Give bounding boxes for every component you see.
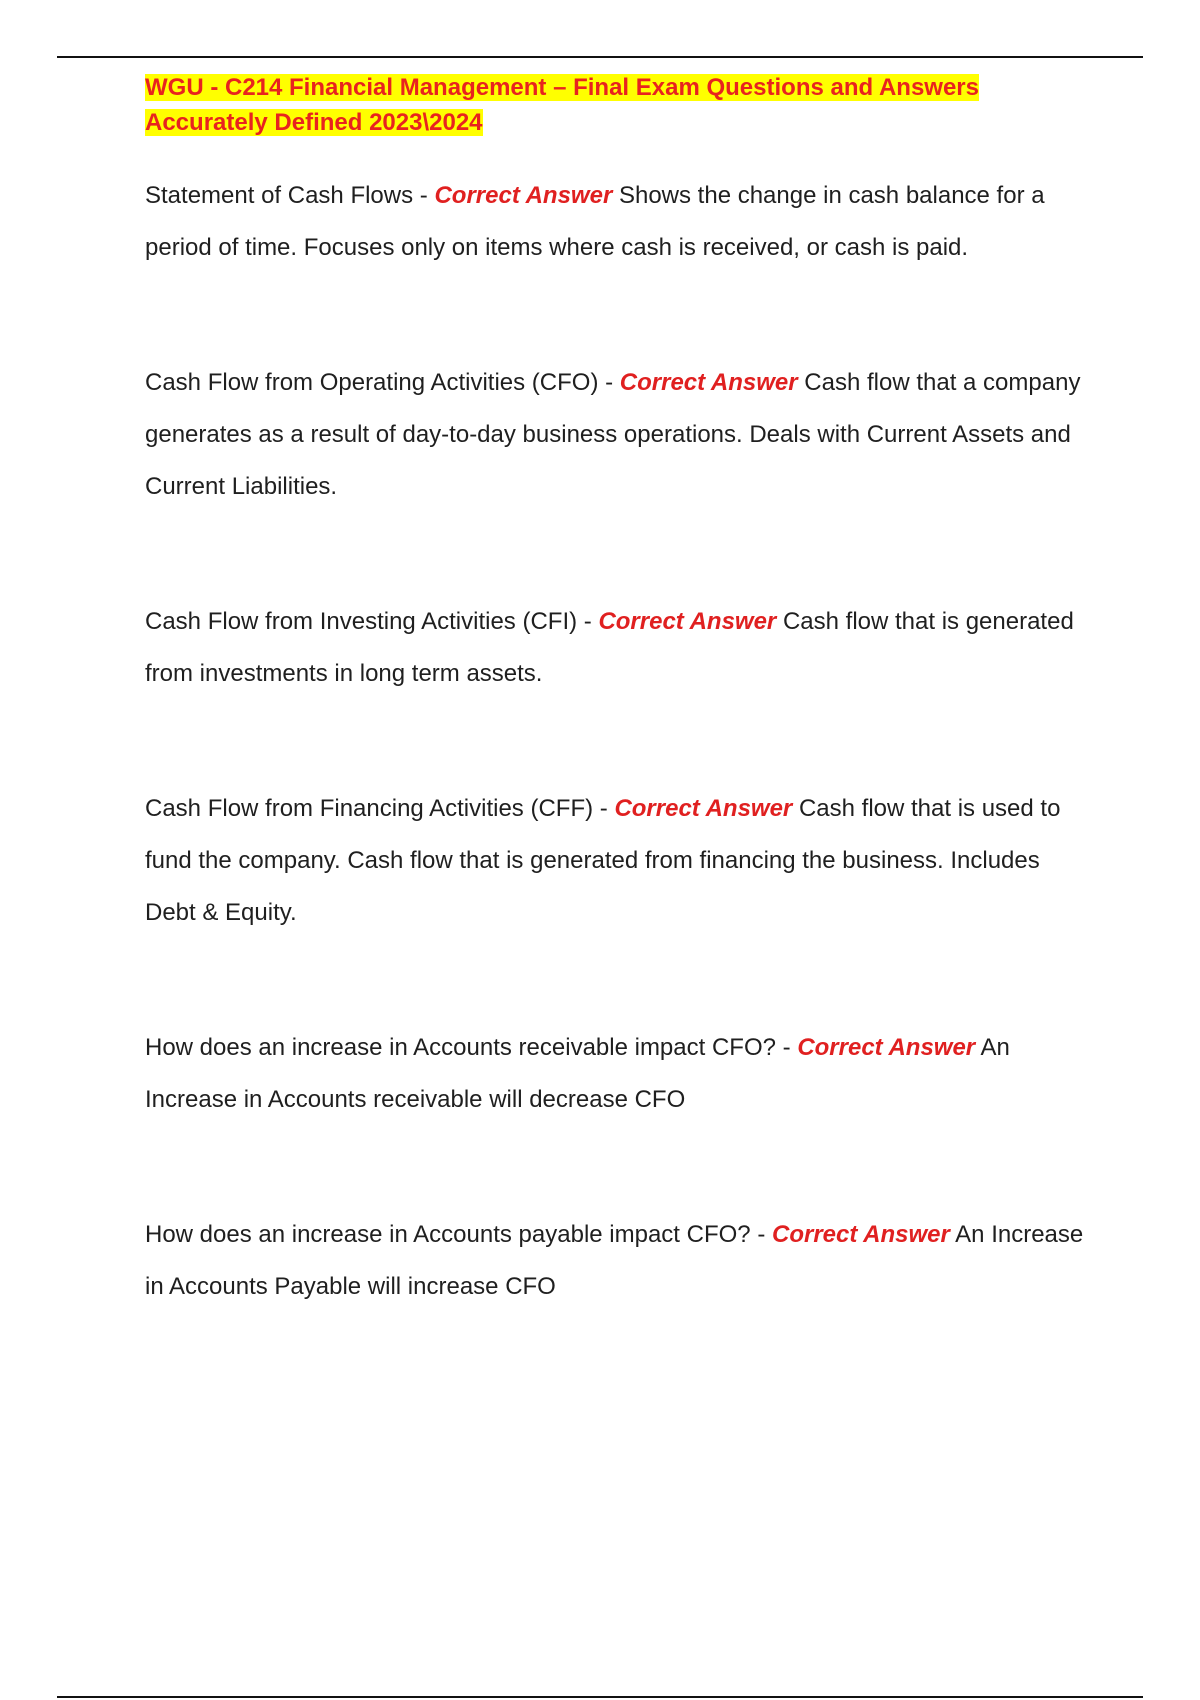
question-text: Cash Flow from Investing Activities (CFI) <box>145 608 578 635</box>
answer-text: Cash flow that is generated from investments in long term assets. <box>145 608 1074 687</box>
question-text: How does an increase in Accounts payable impact CFO? <box>145 1221 751 1248</box>
page-top-rule <box>57 56 1143 58</box>
correct-answer-label: Correct Answer <box>619 369 798 396</box>
document-title <box>145 70 1085 140</box>
qa-item-accounts-payable <box>145 1209 1085 1313</box>
qa-item-accounts-receivable <box>145 1022 1085 1126</box>
correct-answer-label: Correct Answer <box>771 1221 950 1248</box>
qa-item-cff <box>145 783 1085 939</box>
correct-answer-label: Correct Answer <box>598 608 777 635</box>
answer-text: An Increase in Accounts receivable will decrease CFO <box>145 1034 1010 1113</box>
document-body <box>145 70 1085 1313</box>
answer-text: Cash flow that is used to fund the company. Cash flow that is generated from financing the business. Includes Debt & Equity. <box>145 795 1061 926</box>
correct-answer-label: Correct Answer <box>797 1034 976 1061</box>
answer-text: An Increase in Accounts Payable will increase CFO <box>145 1221 1084 1300</box>
separator: - <box>577 608 599 635</box>
question-text: How does an increase in Accounts receivable impact CFO? <box>145 1034 776 1061</box>
page-bottom-rule <box>57 1696 1143 1698</box>
answer-text: Shows the change in cash balance for a period of time. Focuses only on items where cash is received, or cash is paid. <box>145 182 1045 261</box>
separator: - <box>413 182 435 209</box>
qa-item-cfo <box>145 357 1085 513</box>
separator: - <box>750 1221 772 1248</box>
correct-answer-label: Correct Answer <box>614 795 793 822</box>
qa-item-cfi <box>145 596 1085 700</box>
question-text: Cash Flow from Operating Activities (CFO) <box>145 369 599 396</box>
title-line-2: Accurately Defined 2023\2024 <box>145 109 483 136</box>
title-line-1: WGU - C214 Financial Management – Final Exam Questions and Answers <box>145 74 979 101</box>
answer-text: Cash flow that a company generates as a result of day-to-day business operations. Deals with Current Assets and Current Liabilities. <box>145 369 1081 500</box>
separator: - <box>593 795 615 822</box>
question-text: Cash Flow from Financing Activities (CFF) <box>145 795 594 822</box>
separator: - <box>598 369 620 396</box>
separator: - <box>775 1034 798 1061</box>
question-text: Statement of Cash Flows <box>145 182 414 209</box>
qa-item-statement-of-cash-flows <box>145 170 1085 274</box>
correct-answer-label: Correct Answer <box>434 182 613 209</box>
